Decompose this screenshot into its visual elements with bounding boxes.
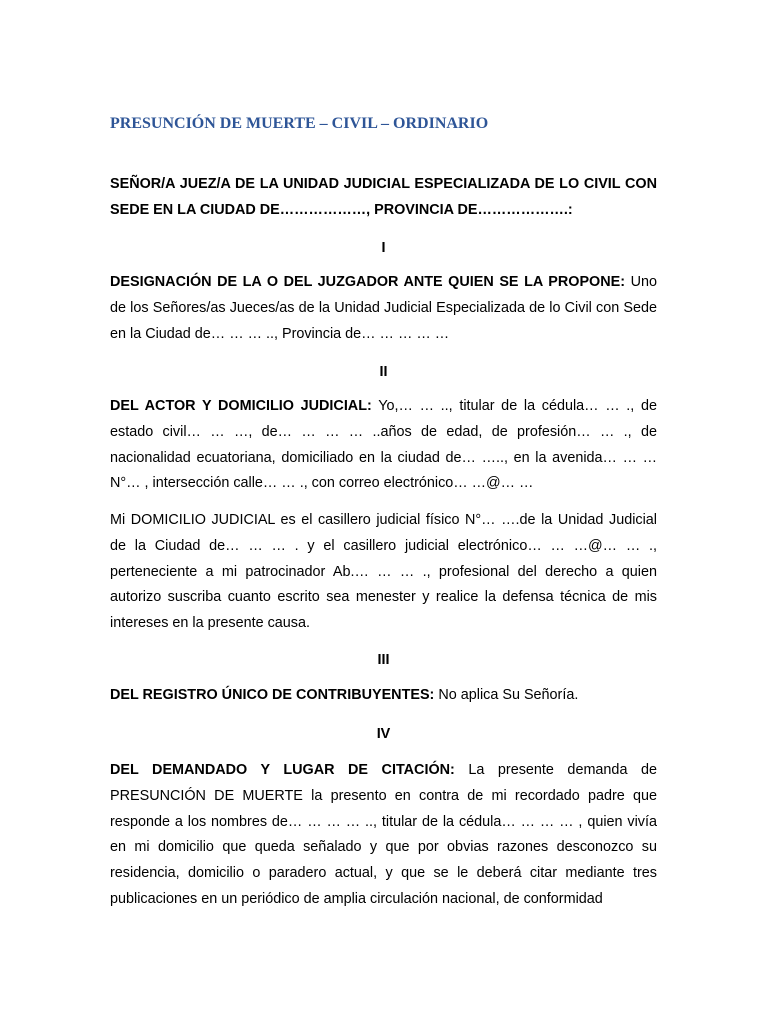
section-2-paragraph-2: Mi DOMICILIO JUDICIAL es el casillero judicial físico N°… ….de la Unidad Judicial de la Ciudad de… … … . y el casillero judicial electrónico… … …@… … ., perteneciente a mi patrocinador Ab.… … … ., profesional del derecho a quien autorizo suscriba cuanto escrito sea menester y realice la defensa técnica de mis intereses en la presente causa. [110, 512, 657, 632]
document-title: PRESUNCIÓN DE MUERTE – CIVIL – ORDINARIO [110, 115, 489, 132]
section-4-body: La presente demanda de PRESUNCIÓN DE MUERTE la presento en contra de mi recordado padre que responde a los nombres de… … … … .., titular de la cédula… … … … , quien vivía en mi domicilio que queda señalado y que por obvias razones desconozco su residencia, domicilio o paradero actual, y que se le deberá citar mediante tres publicaciones en un periódico de amplia circulación nacional, de conformidad [110, 762, 657, 907]
section-3-heading: DEL REGISTRO ÚNICO DE CONTRIBUYENTES: [110, 687, 435, 703]
section-1-heading: DESIGNACIÓN DE LA O DEL JUZGADOR ANTE QUIEN SE LA PROPONE: [110, 274, 626, 290]
section-4-paragraph [110, 758, 657, 913]
section-2-body: Yo,… … .., titular de la cédula… … ., de estado civil… … …, de… … … … ..años de edad, de profesión… … ., de nacionalidad ecuatoriana, domiciliado en la ciudad de… ….., en la avenida… … … N°… , intersección calle… … ., con correo electrónico… …@… … [110, 398, 657, 492]
section-numeral-1: I [381, 240, 386, 256]
section-numeral-4: IV [376, 726, 391, 742]
section-3-paragraph [110, 683, 657, 709]
section-1-paragraph [110, 270, 657, 347]
section-numeral-2: II [379, 364, 388, 380]
addressee: SEÑOR/A JUEZ/A DE LA UNIDAD JUDICIAL ESPECIALIZADA DE LO CIVIL CON SEDE EN LA CIUDAD DE………………, PROVINCIA DE……………….: [110, 176, 657, 218]
section-2-paragraph [110, 394, 657, 497]
section-numeral-3: III [377, 652, 390, 668]
section-2-heading: DEL ACTOR Y DOMICILIO JUDICIAL: [110, 398, 372, 414]
section-4-heading: DEL DEMANDADO Y LUGAR DE CITACIÓN: [110, 762, 455, 778]
section-3-body: No aplica Su Señoría. [434, 687, 579, 703]
section-1-body: Uno de los Señores/as Jueces/as de la Unidad Judicial Especializada de lo Civil con Sede en la Ciudad de… … … .., Provincia de… … … … … [110, 274, 657, 342]
